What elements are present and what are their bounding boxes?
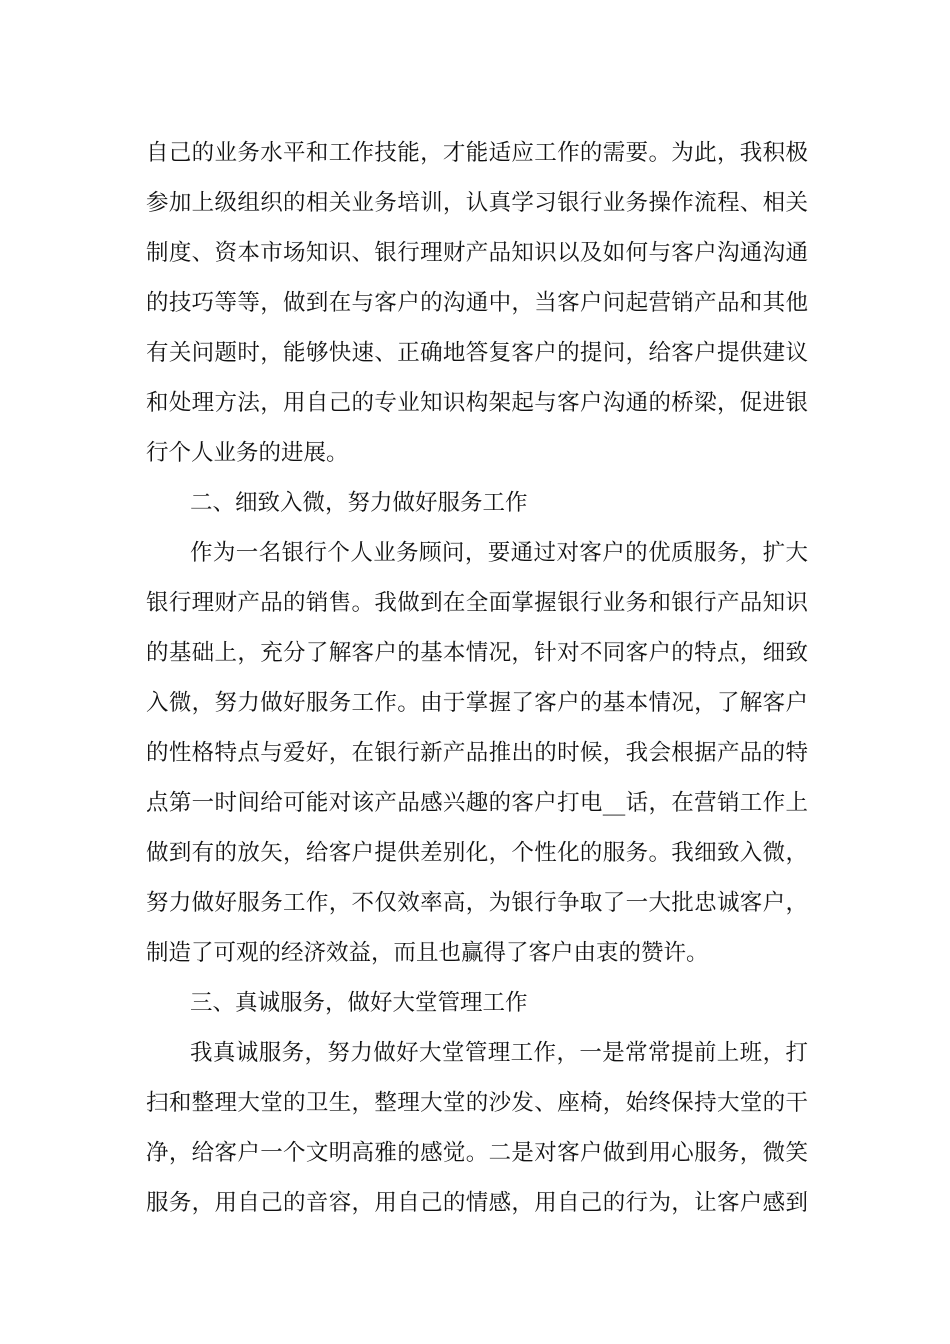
- paragraph-1-line-2: 参加上级组织的相关业务培训，认真学习银行业务操作流程、相关: [146, 190, 808, 216]
- paragraph-2-line-5: 的性格特点与爱好，在银行新产品推出的时候，我会根据产品的特: [146, 740, 808, 766]
- paragraph-2-line-4: 入微，努力做好服务工作。由于掌握了客户的基本情况，了解客户: [146, 690, 808, 716]
- paragraph-2-line-2: 银行理财产品的销售。我做到在全面掌握银行业务和银行产品知识: [146, 590, 808, 616]
- paragraph-3-line-4: 服务，用自己的音容，用自己的情感，用自己的行为，让客户感到: [146, 1190, 808, 1216]
- paragraph-2-line-3: 的基础上，充分了解客户的基本情况，针对不同客户的特点，细致: [146, 640, 808, 666]
- paragraph-3-line-3: 净，给客户一个文明高雅的感觉。二是对客户做到用心服务，微笑: [146, 1140, 808, 1166]
- paragraph-2-line-9: 制造了可观的经济效益，而且也赢得了客户由衷的赞许。: [146, 940, 709, 966]
- section-heading-3: 三、真诚服务，做好大堂管理工作: [190, 990, 528, 1016]
- paragraph-1-line-4: 的技巧等等，做到在与客户的沟通中，当客户问起营销产品和其他: [146, 290, 808, 316]
- paragraph-1-line-3: 制度、资本市场知识、银行理财产品知识以及如何与客户沟通沟通: [146, 240, 808, 266]
- paragraph-3-line-1: 我真诚服务，努力做好大堂管理工作，一是常常提前上班，打: [190, 1040, 808, 1066]
- paragraph-2-line-1: 作为一名银行个人业务顾问，要通过对客户的优质服务，扩大: [190, 540, 808, 566]
- paragraph-1-line-1: 自己的业务水平和工作技能，才能适应工作的需要。为此，我积极: [146, 140, 808, 166]
- paragraph-2-line-7: 做到有的放矢，给客户提供差别化，个性化的服务。我细致入微，: [146, 840, 808, 866]
- paragraph-1-line-7: 行个人业务的进展。: [146, 440, 349, 466]
- paragraph-1-line-6: 和处理方法，用自己的专业知识构架起与客户沟通的桥梁，促进银: [146, 390, 808, 416]
- paragraph-3-line-2: 扫和整理大堂的卫生，整理大堂的沙发、座椅，始终保持大堂的干: [146, 1090, 808, 1116]
- paragraph-2-line-8: 努力做好服务工作，不仅效率高，为银行争取了一大批忠诚客户，: [146, 890, 808, 916]
- section-heading-2: 二、细致入微，努力做好服务工作: [190, 490, 528, 516]
- paragraph-2-line-6: 点第一时间给可能对该产品感兴趣的客户打电__话，在营销工作上: [146, 790, 808, 816]
- paragraph-1-line-5: 有关问题时，能够快速、正确地答复客户的提问，给客户提供建议: [146, 340, 808, 366]
